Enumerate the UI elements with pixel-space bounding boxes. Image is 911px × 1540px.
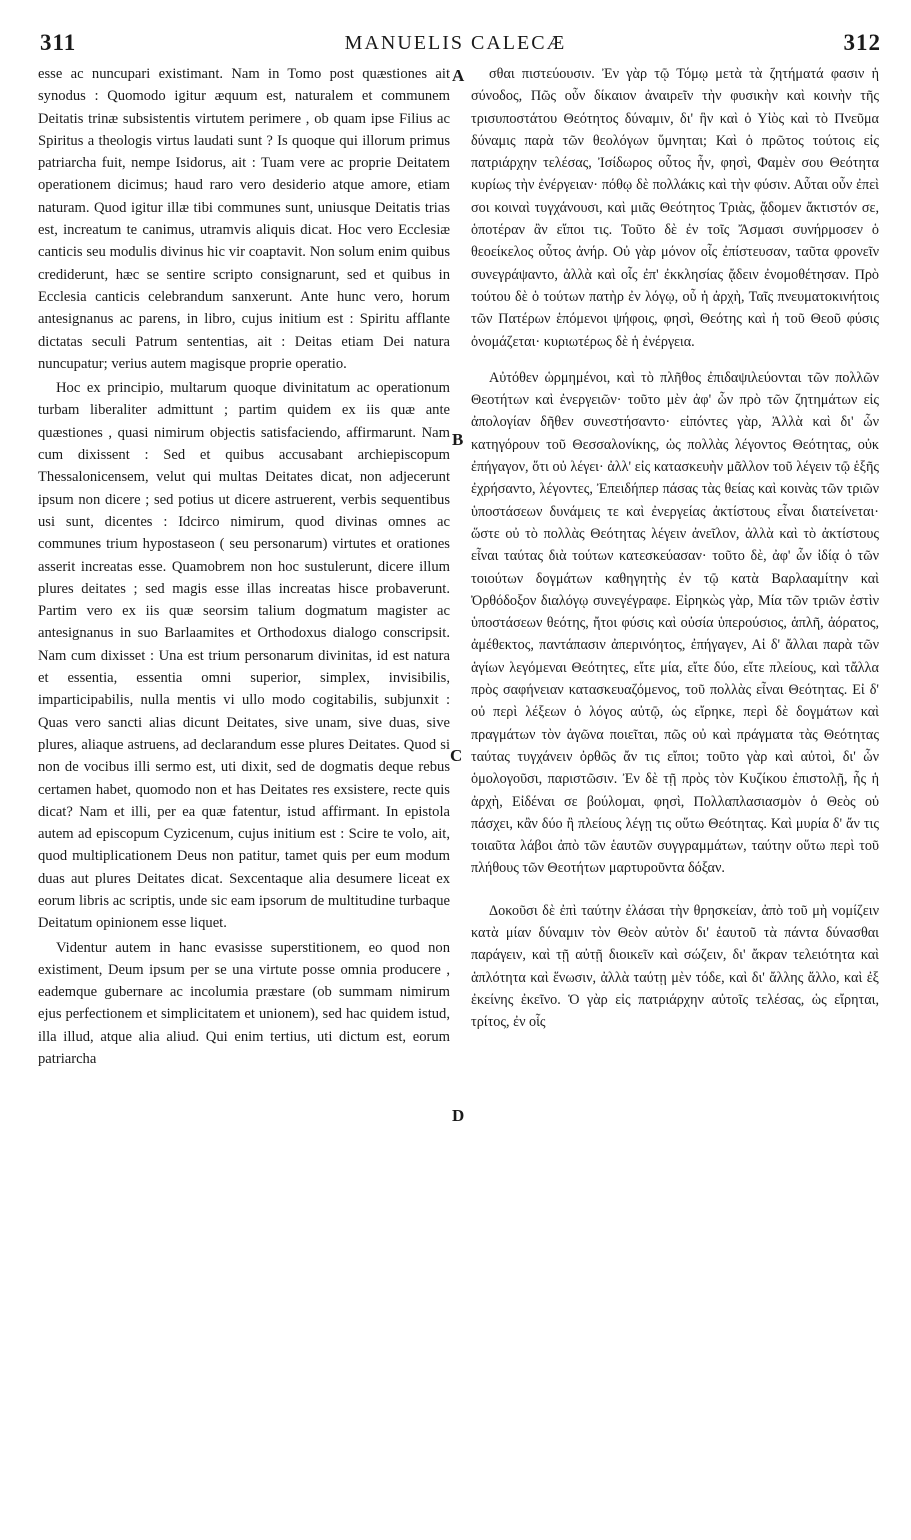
- margin-letter-d: D: [452, 1106, 465, 1125]
- margin-letter-c: C: [450, 746, 463, 765]
- latin-paragraph-2: Hoc ex principio, multarum quoque divinitatum ac operationum turbam liberaliter admittunt ; partim quidem ex iis quæ ante quæstiones , quasi nimirum objectis satisfaciendo, affirmarunt. Nam cum dixissent : Sed et quibus accusabant archiepiscopum Thessalonicensem, velut qui multas Deitates dicat, non adjecerunt ipsum non dicere ; sed potius ut dicere astruerent, verbis sequentibus usi sunt, dicentes : Idcirco nimirum, quod divinas omnes ac communes trium hypostaseon ( seu personarum) virtutes et orationes asserit increatas esse. Quamobrem non hoc sustulerunt, dicere illum plures deitates ; sed magis esse illas increatas hisce probaverunt. Partim vero ex iis quæ seorsim talium dogmatum magister ac antesignanus in suo Barlaamites et Orthodoxus dialogo conscripsit. Nam cum dixisset : Una est trium personarum divinitas, id est natura et essentia, essentia omni superior, simplex, invisibilis, imparticipabilis, nulla mentis vi ullo modo cogitabilis, subjunxit : Quas vero sancti alias dicunt Deitates, sive unam, sive duas, sive plures, aliaque astruens, ad declarandum esse plures Deitates. Quod si non de vocibus illi sermo est, uti dixit, sed de dogmatis deque rebus certamen habet, quomodo non et has Deitates res exsistere, recte quis dicat? Nam et illi, per ea quæ fatentur, istud affirmant. In epistola autem ad episcopum Cyzicenum, cujus initium est : Scire te volo, ait, quod multiplicationem Deus non patitur, tamet quis per eum modum duas aut plures Deitates dicat. Sexcentaque alia desumere liceat ex eorum libris ac scriptis, unde sic eam ipsorum de multitudine turbaque Deitatum opinionem esse liquet.: [38, 380, 450, 932]
- latin-paragraph-3: Videntur autem in hanc evasisse superstitionem, eo quod non existiment, Deum ipsum per se una virtute posse omnia producere , eademque gubernare ac incolumia præstare (ob summam nimirum ejus perfectionem et simplicitatem et unionem), sed hac quidem istud, illa illud, atque alia aliud. Qui enim tertius, uti dictum est, eorum patriarcha: [38, 939, 450, 1068]
- margin-letter-b: B: [452, 430, 464, 449]
- greek-paragraph-2: Αὐτόθεν ὡρμημένοι, καὶ τὸ πλῆθος ἐπιδαψιλεύονται τῶν πολλῶν Θεοτήτων καὶ ἐνεργειῶν· τοῦτο μὲν ἀφ' ὧν πρὸ τῶν ζητημάτων εἰς ἀπολογίαν δῆθεν συνεστήσαντο· εἰπόντες γὰρ, Ἀλλὰ καὶ δι' ὧν κατηγόρουν τοῦ Θεσσαλονίκης, ὡς πολλὰς λέγοντος Θεότητας, οὐκ ἐπήγαγον, ὅτι οὐ λέγει· ἀλλ' εἰς κατασκευὴν μᾶλλον τοῦ λέγειν τῷ ἑξῆς ἐχρήσαντο, λέγοντες, Ἐπειδήπερ πάσας τὰς θείας καὶ κοινὰς τῶν τριῶν ὑποστάσεων δυνάμεις τε καὶ ἐνεργείας ἀκτίστους εἶναι διατείνεται· ὥστε οὐ τὸ πολλὰς Θεότητας λέγειν ἀνεῖλον, ἀλλὰ καὶ τὸ ἀκτίστους εἶναι ταύτας διὰ τούτων κατεσκεύασαν· τοῦτο δὲ, ἀφ' ὧν ἰδίᾳ ὁ τῶν τοιούτων δογμάτων καθηγητὴς ἐν τῷ κατὰ Βαρλααμίτην καὶ Ὀρθόδοξον διαλόγῳ συνεγέγραφε. Εἰρηκὼς γὰρ, Μία τῶν τριῶν ἐστὶν ὑποστάσεων θεότης, ἤτοι φύσις καὶ οὐσία ὑπερούσιος, ἁπλῆ, ἀόρατος, ἀμέθεκτος, παντάπασιν ἀπερινόητος, ἐπήγαγεν, Αἱ δ' ἄλλαι παρὰ τῶν ἁγίων λεγόμεναι Θεότητες, εἴτε μία, εἴτε δύο, εἴτε πλείους, καὶ τἄλλα πρὸς σαφήνειαν κατασκευαζόμενος, τοῦ πολλὰς εἶναι Θεότητας. Εἰ δ' οὐ περὶ λέξεων ὁ λόγος αὐτῷ, ὡς εἴρηκε, περὶ δὲ δογμάτων καὶ πραγμάτων τὸν ἀγῶνα ποιεῖται, πῶς οὐ καὶ πράγματα τὰς Θεότητας ταύτας τυγχάνειν ὀρθῶς ἄν τις εἴποι; τοῦτο γὰρ καὶ αὐτοὶ, δι' ὧν ὁμολογοῦσι, παριστῶσιν. Ἐν δὲ τῇ πρὸς τὸν Κυζίκου ἐπιστολῇ, ἧς ἡ ἀρχὴ, Εἰδέναι σε βούλομαι, φησὶ, Πολλαπλασιασμὸν ὁ Θεὸς οὐ πάσχει, κἂν δύο ἢ πλείους λέγῃ τις οὕτω Θεότητας. Καὶ μυρία δ' ἄν τις τοιαῦτα λάβοι ἀπὸ τῶν ἑαυτῶν συγγραμμάτων, ταύτην οὕτω περὶ τοῦ πλήθους τῶν Θεοτήτων μαρτυροῦντα δόξαν.: [471, 369, 879, 877]
- latin-paragraph-1: esse ac nuncupari existimant. Nam in Tomo post quæstiones ait synodus : Quomodo igitur æquum est, naturalem et communem Deitatis trinæ subsistentis virtutem perimere , ob quam ipse Filius ac Spiritus a theologis virtus laudati sunt ? Is quoque qui illorum primus patriarcha fuit, nempe Isidorus, ait : Tuam vere ac proprie Deitatem operationem dicimus; haud raro vero desiderio atque amore, etiam naturam. Quod igitur illæ tibi communes sunt, uniusque Deitatis trias est, increatum te canimus, utramvis aliquis dicat. Hoc vero Ecclesiæ canticis seu modulis divinus hic vir coaptavit. Non solum enim quibus crediderunt, hæc se sentire scripto consignarunt, sed et quibus in Ecclesia canticis celebrandum sanxerunt. Ante hunc vero, horum antesignanus ac parens, in libro, cujus initium est : Spiritu afflante dictatas seculi Patrum sententias, ait : Deitas etiam Dei natura nuncupatur; verius autem magisque proprie operatio.: [38, 66, 450, 372]
- latin-column: [38, 63, 450, 1070]
- right-page-number: 312: [843, 30, 881, 55]
- running-title: MANUELIS CALECÆ: [344, 32, 567, 54]
- greek-paragraph-1: σθαι πιστεύουσιν. Ἐν γὰρ τῷ Τόμῳ μετὰ τὰ ζητήματά φασιν ἡ σύνοδος, Πῶς οὖν δίκαιον ἀναιρεῖν τὴν φυσικὴν καὶ κοινὴν τῆς τρισυποστάτου Θεότητος δύναμιν, δι' ἣν καὶ ὁ Υἱὸς καὶ τὸ Πνεῦμα δύναμις παρὰ τῶν θεολόγων ὕμνηται; Καὶ ὁ πρῶτος τούτοις εἰς πατριάρχην τελέσας, Ἰσίδωρος οὗτος ἦν, φησὶ, Φαμὲν σου Θεότητα κυρίως τὴν ἐνέργειαν· πόθῳ δὲ πολλάκις καὶ τὴν φύσιν. Αὗται οὖν ἐπεὶ σοι κοιναὶ τυγχάνουσι, καὶ μιᾶς Θεότητος Τριὰς, ᾄδομεν ἄκτιστόν σε, ὁποτέραν ἂν εἴποι τις. Τοῦτο δὲ ἐν τοῖς Ἄσμασι συνήρμοσεν ὁ θεοείκελος οὗτος ἀνήρ. Οὐ γὰρ μόνον οἷς ἐπίστευσαν, ταῦτα φρονεῖν συνεγράψαντο, ἀλλὰ καὶ οἷς ἐπ' ἐκκλησίας ᾄδειν ἐνομοθέτησαν. Πρὸ τούτου δὲ ὁ τούτων πατὴρ ἐν λόγῳ, οὗ ἡ ἀρχὴ, Ταῖς πνευματοκινήτοις τῶν Πατέρων ἑπόμενοι ψήφοις, φησὶ, Θεότης καὶ ἡ τοῦ Θεοῦ φύσις ὀνομάζεται· κυριωτέρως δὲ ἡ ἐνέργεια.: [471, 66, 879, 350]
- greek-paragraph-3: Δοκοῦσι δὲ ἐπὶ ταύτην ἐλάσαι τὴν θρησκείαν, ἀπὸ τοῦ μὴ νομίζειν κατὰ μίαν δύναμιν τὸν Θεὸν αὐτὸν δι' ἑαυτοῦ τὰ πάντα δύνασθαι παράγειν, καὶ τῇ αὐτῇ διοικεῖν καὶ σώζειν, δι' ἄκραν τελειότητα καὶ ἁπλότητα καὶ ἕνωσιν, ἀλλὰ ταύτῃ μὲν τόδε, καὶ δι' ἄλλης ἄλλο, καὶ ἐξ ἐκείνης ἐκεῖνο. Ὁ γὰρ εἰς πατριάρχην αὐτοῖς τελέσας, ὡς εἴρηται, τρίτος, ἐν οἷς: [471, 902, 879, 1031]
- left-page-number: 311: [40, 30, 77, 55]
- running-header: [30, 30, 881, 60]
- margin-letter-a: A: [452, 66, 465, 85]
- greek-column: [471, 63, 879, 1033]
